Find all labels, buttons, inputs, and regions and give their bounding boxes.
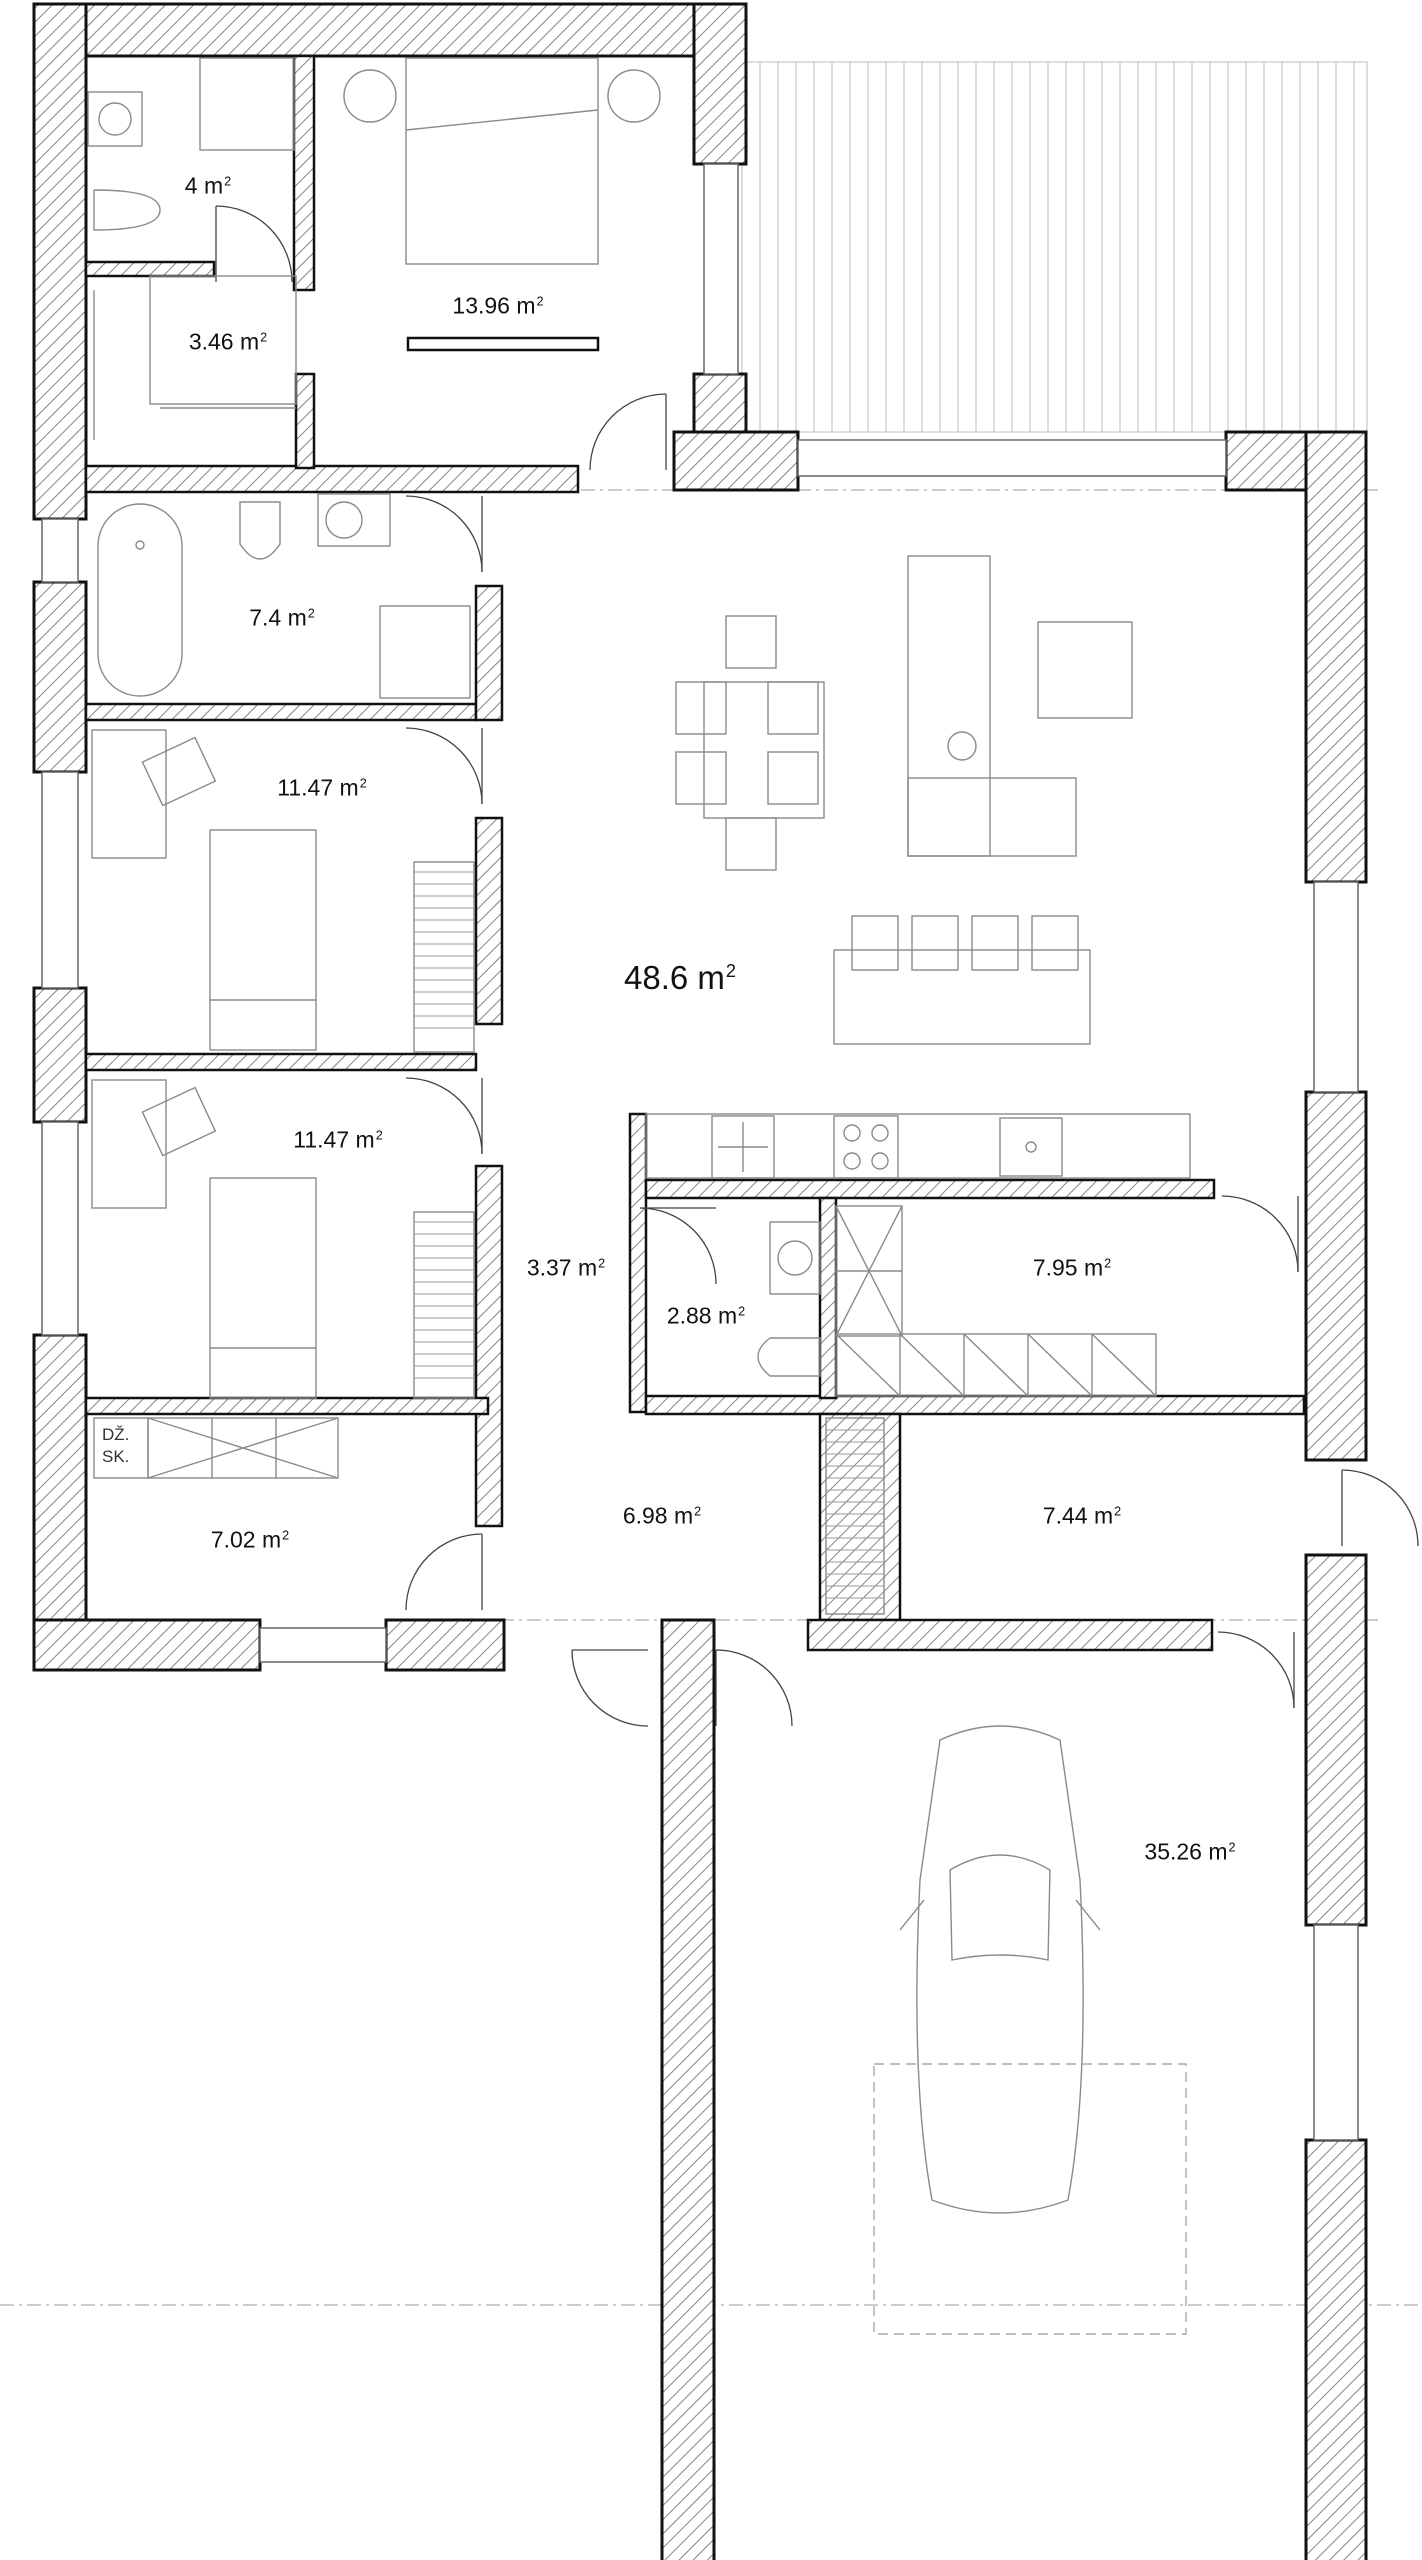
storage-tag-line2: SK.: [102, 1447, 130, 1466]
room-area-pantry: 7.95 $m^2$: [1032, 1254, 1112, 1281]
storage-tag-line1: DŽ.: [102, 1425, 130, 1444]
room-area-hall: 3.37 $m^2$: [526, 1254, 606, 1281]
room-area-utility: 7.44 $m^2$: [1042, 1502, 1122, 1529]
room-area-master-bedroom: 13.96 $m^2$: [452, 292, 544, 319]
storage-tag: [102, 1424, 129, 1468]
room-area-bedroom-1: 11.47 $m^2$: [277, 774, 367, 801]
room-area-bedroom-2: 11.47 $m^2$: [293, 1126, 383, 1153]
room-area-bathroom: 7.4 $m^2$: [249, 604, 315, 631]
room-area-entrance: 6.98 $m^2$: [622, 1502, 702, 1529]
room-area-wardrobe: 3.46 $m^2$: [188, 328, 268, 355]
room-area-garage: 35.26 $m^2$: [1144, 1838, 1236, 1865]
room-area-bathroom-top: 4 $m^2$: [184, 172, 232, 199]
terrace-decking: [742, 62, 1367, 432]
room-area-wc: 2.88 $m^2$: [666, 1302, 746, 1329]
room-area-storage: 7.02 $m^2$: [210, 1526, 290, 1553]
room-area-living: 48.6 $m^2$: [624, 959, 736, 996]
